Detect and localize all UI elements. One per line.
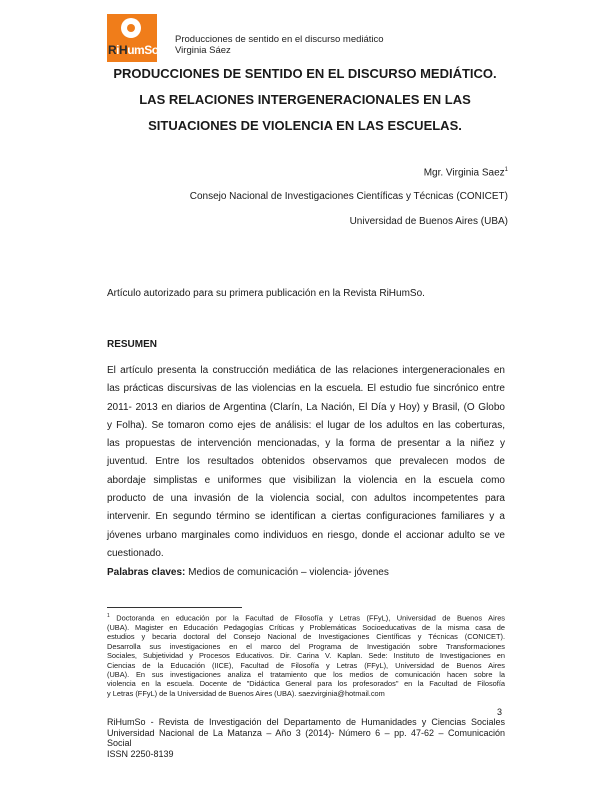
keywords-value: Medios de comunicación – violencia- jóvenes xyxy=(188,567,389,578)
footnote-line: violencia en la escuela. Docente de "Didáctica General para los profesorados" en la Facultad de Filosofía xyxy=(107,679,505,689)
journal-logo xyxy=(107,14,157,62)
abstract-line: juventud. Entre los resultados obtenidos observamos que prevalecen modos de xyxy=(107,456,505,468)
abstract-line: abordaje simplistas e uniformes que visibilizan la violencia en la escuela como xyxy=(107,474,505,486)
footnote-line: (UBA). Magister en Educación Pedagogías Críticas y Problemáticas Socioeducativas de la misma casa de xyxy=(107,622,505,632)
footnote-line: Sociales, Subjetividad y Procesos Educativos. Dir. Carina V. Kaplan. Sede: Instituto de Investigaciones en xyxy=(107,651,505,661)
journal-footer-line: Universidad Nacional de La Matanza – Año 3 (2014)- Número 6 – pp. 47-62 – Comunicación xyxy=(107,727,505,738)
abstract-line: El artículo presenta la construcción mediática de las relaciones intergeneracionales en xyxy=(107,365,505,376)
keywords-label: Palabras claves: xyxy=(107,567,186,578)
footnote-line: Desarrolla sus investigaciones en el marco del Programa de Investigación sobre Transformaciones xyxy=(107,641,505,651)
abstract-line: intervenir. En segundo término se identifican a ciertas configuraciones familiares y a xyxy=(107,511,505,523)
abstract-body xyxy=(107,362,505,563)
logo-circle-icon xyxy=(121,18,141,38)
title-line-3: SITUACIONES DE VIOLENCIA EN LAS ESCUELAS. xyxy=(148,118,462,133)
footnote-line: (UBA). En sus investigaciones analiza el tratamiento que los medios de comunicación hacen sobre la xyxy=(107,669,505,679)
title-line-2: LAS RELACIONES INTERGENERACIONALES EN LAS xyxy=(139,92,471,107)
page-number: 3 xyxy=(497,707,503,717)
logo-wordmark: RiHumSo xyxy=(108,43,159,57)
affiliation-conicet: Consejo Nacional de Investigaciones Científicas y Técnicas (CONICET) xyxy=(189,191,508,202)
footnote-line: y Letras (FFyL) de la Universidad de Buenos Aires (UBA). saezvirginia@hotmail.com xyxy=(107,688,385,698)
running-header-author: Virginia Sáez xyxy=(175,45,231,56)
title-line-1: PRODUCCIONES DE SENTIDO EN EL DISCURSO MEDIÁTICO. xyxy=(113,66,497,81)
abstract-line: producto de una invasión de la violencia social, con adultos incompetentes para xyxy=(107,493,505,505)
abstract-line: las prácticas discursivas de las violencias en la escuela. El estudio fue sincrónico entre xyxy=(107,383,505,395)
journal-footer-line: Social xyxy=(107,738,132,748)
footnote-mark: 1 xyxy=(107,613,110,619)
footnote-line: Ciencias de la Educación (IICE), Facultad de Filosofía y Letras (FFyL), Universidad de Buenos Aires xyxy=(107,660,505,670)
author-footnote-mark[interactable]: 1 xyxy=(504,167,508,173)
footnote-line xyxy=(107,612,505,623)
journal-footer-line: RiHumSo - Revista de Investigación del Departamento de Humanidades y Ciencias Sociales xyxy=(107,717,505,727)
abstract-line: las propuestas de intervención mencionadas, y la forma de presentar a la niñez y xyxy=(107,438,505,450)
publication-note: Artículo autorizado para su primera publicación en la Revista RiHumSo. xyxy=(107,288,425,299)
abstract-heading: RESUMEN xyxy=(107,339,158,350)
footnote-line-text: Doctoranda en educación por la Facultad de Filosofía y Letras (FFyL), Universidad de Buenos Aires xyxy=(116,613,505,623)
footnote xyxy=(107,612,505,698)
affiliation-uba: Universidad de Buenos Aires (UBA) xyxy=(349,216,508,227)
abstract-line: cuestionado. xyxy=(107,547,164,559)
abstract-line: y Folha). Se tomaron como ejes de análisis: el lugar de los adultos en las coberturas, xyxy=(107,419,505,431)
journal-footer-issn: ISSN 2250-8139 xyxy=(107,748,174,759)
author-name-text: Mgr. Virginia Saez xyxy=(423,167,505,179)
running-header-title: Producciones de sentido en el discurso mediático xyxy=(175,34,384,45)
author-name xyxy=(424,167,508,178)
keywords xyxy=(107,567,389,578)
footnote-divider xyxy=(107,607,242,608)
abstract-line: jóvenes urbano marginales como individuos en riesgo, donde el accionar adulto se ve xyxy=(107,529,505,541)
footnote-line: estudios y becaria doctoral del Consejo Nacional de Investigaciones Científicas y Técnicas (CONICET). xyxy=(107,632,505,642)
journal-footer xyxy=(107,717,505,759)
abstract-line: 2011- 2013 en diarios de Argentina (Clarín, La Nación, El Día y Hoy) y Brasil, (O Globo xyxy=(107,401,505,413)
